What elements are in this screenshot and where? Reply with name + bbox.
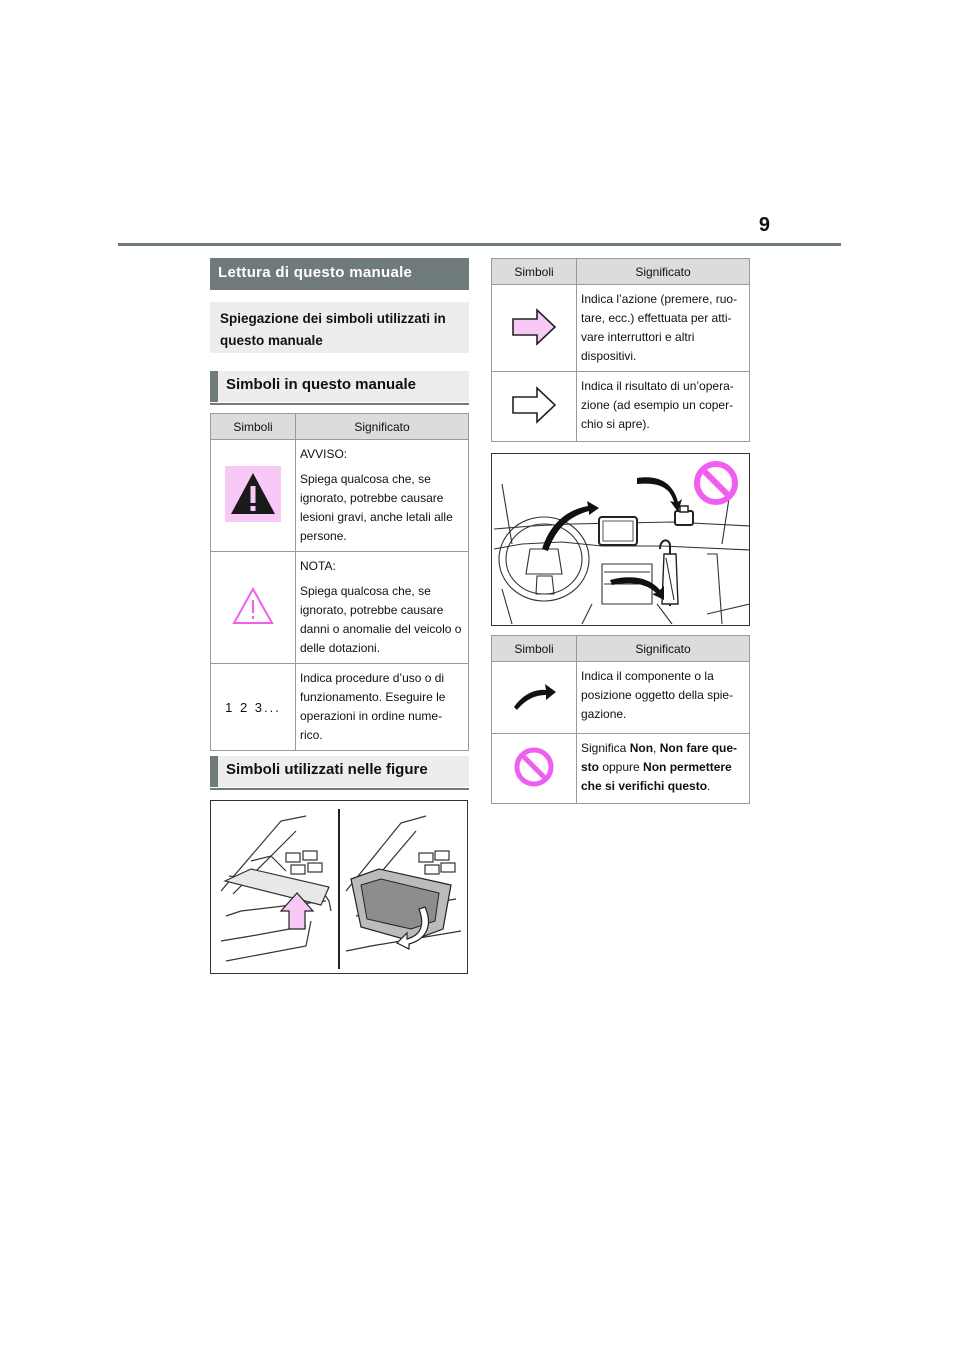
- section-title: Lettura di questo manuale: [210, 258, 469, 290]
- table-row: [492, 734, 750, 804]
- table-header-symbol: Simboli: [492, 259, 577, 285]
- pointer-arrow-icon: [510, 681, 558, 711]
- table-row: [492, 372, 750, 442]
- notice-icon: [231, 586, 275, 626]
- table-header-symbol: Simboli: [492, 636, 577, 662]
- table-header-meaning: Significato: [296, 414, 469, 440]
- table-header-meaning: Significato: [577, 636, 750, 662]
- symbols-table: [210, 413, 469, 751]
- prohibit-sep: ,: [653, 741, 660, 755]
- steps-text: Indica procedure d’uso o di funzionamento. Eseguire le operazioni in ordine nume-rico.: [300, 671, 446, 742]
- figure-dashboard: [491, 453, 750, 626]
- table-row: [492, 662, 750, 734]
- component-text: Indica il componente o la posizione oggetto della spie-gazione.: [581, 669, 734, 721]
- action-arrow-icon: [511, 308, 557, 346]
- prohibition-icon: [512, 745, 556, 789]
- page-number: 9: [758, 214, 770, 236]
- prohibit-non: Non: [629, 741, 654, 755]
- figure-symbols-table: [491, 635, 750, 804]
- table-header-meaning: Significato: [577, 259, 750, 285]
- steps-symbol: 1 2 3...: [225, 699, 281, 715]
- prohibit-dontlet: Non permettere che si verifichi questo: [581, 760, 732, 793]
- result-text: Indica il risultato di un’opera-zione (ad esempio un coper-chio si apre).: [581, 379, 734, 431]
- dashboard-illustration: [492, 454, 750, 626]
- notice-text: Spiega qualcosa che, se ignorato, potrebbe causare danni o anomalie del veicolo o delle dotazioni.: [300, 584, 462, 655]
- warning-icon: [225, 466, 281, 522]
- action-text: Indica l’azione (premere, ruo-tare, ecc.) effettuata per atti-vare interruttori e altri dispositivi.: [581, 292, 738, 363]
- action-symbols-table: [491, 258, 750, 442]
- table-row: [211, 664, 469, 751]
- overhead-console-illustration: [211, 801, 468, 974]
- prohibit-text: [581, 739, 745, 796]
- top-rule: [118, 243, 841, 246]
- table-row: [211, 440, 469, 552]
- result-arrow-icon: [511, 386, 557, 424]
- subsection-title: Spiegazione dei simboli utilizzati in questo manuale: [210, 302, 469, 353]
- table-header-symbol: Simboli: [211, 414, 296, 440]
- figure-overhead-console: [210, 800, 468, 974]
- warning-label: AVVISO:: [300, 447, 348, 461]
- prohibit-prefix: Significa: [581, 741, 630, 755]
- table-row: [211, 552, 469, 664]
- notice-label: NOTA:: [300, 559, 336, 573]
- prohibit-or: oppure: [599, 760, 644, 774]
- prohibit-dont: Non fare que-sto: [581, 741, 738, 774]
- heading-figures: Simboli utilizzati nelle figure: [210, 756, 469, 787]
- warning-text: Spiega qualcosa che, se ignorato, potrebbe causare lesioni gravi, anche letali alle persone.: [300, 472, 453, 543]
- heading-symbols: Simboli in questo manuale: [210, 371, 469, 402]
- table-row: [492, 285, 750, 372]
- prohibit-end: .: [707, 779, 711, 793]
